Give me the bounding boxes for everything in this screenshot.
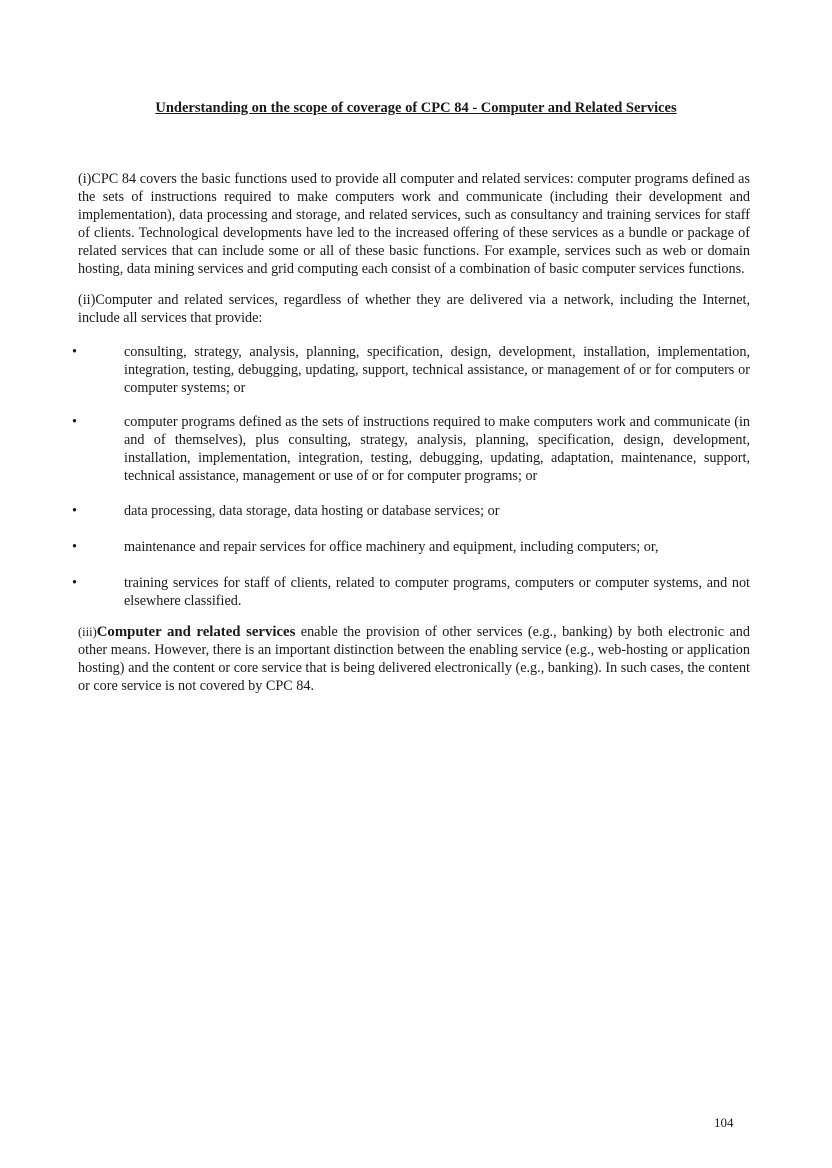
paragraph-i: (i)CPC 84 covers the basic functions used to provide all computer and related services: computer programs defined as the sets of instructions required to make computers work and communicate (including their development and implementation), data processing and storage, and related services, such as consultancy and training services for staff of clients. Technological developments have led to the increased offering of these services as a bundle or package of related services that can include some or all of these basic functions. For example, services such as web or domain hosting, data mining services and grid computing each consist of a combination of basic computer services functions. <box>78 171 750 277</box>
list-item <box>72 343 750 397</box>
bullet-icon: • <box>72 414 77 430</box>
bullet-icon: • <box>72 344 77 360</box>
list-item-text: consulting, strategy, analysis, planning, specification, design, development, installation, implementation, integration, testing, debugging, updating, support, technical assistance, or management of or for computers or computer systems; or <box>124 344 750 396</box>
list-item-text: computer programs defined as the sets of instructions required to make computers work and communicate (in and of themselves), plus consulting, strategy, analysis, planning, specification, design, development, installation, implementation, integration, testing, debugging, updating, adaptation, maintenance, support, technical assistance, management or use of or for computer programs; or <box>124 414 750 484</box>
paragraph-iii-bold-lead: Computer and related services <box>96 624 296 640</box>
list-item-text: maintenance and repair services for office machinery and equipment, including computers; or, <box>124 539 659 555</box>
paragraph-iii <box>78 623 750 695</box>
bullet-icon: • <box>72 503 77 519</box>
bullet-icon: • <box>72 575 77 591</box>
document-title: Understanding on the scope of coverage of CPC 84 - Computer and Related Services <box>155 100 677 116</box>
page-number: 104 <box>714 1115 734 1130</box>
paragraph-iii-text: enable the provision of other services (e.g., banking) by both electronic and other means. However, there is an important distinction between the enabling service (e.g., web-hosting or application hosting) and the content or core service that is being delivered electronically (e.g., banking). In such cases, the content or core service is not covered by CPC 84. <box>78 624 750 694</box>
list-item <box>72 502 750 520</box>
paragraph-ii: (ii)Computer and related services, regardless of whether they are delivered via a network, including the Internet, include all services that provide: <box>78 292 750 326</box>
document-body <box>72 170 750 695</box>
list-item-text: data processing, data storage, data hosting or database services; or <box>124 503 500 519</box>
list-item-text: training services for staff of clients, related to computer programs, computers or computer systems, and not elsewhere classified. <box>124 575 750 609</box>
bullet-icon: • <box>72 539 77 555</box>
list-item <box>72 538 750 556</box>
list-item <box>72 413 750 485</box>
services-list <box>72 343 750 610</box>
paragraph-iii-prefix: (iii) <box>78 625 97 639</box>
list-item <box>72 574 750 610</box>
